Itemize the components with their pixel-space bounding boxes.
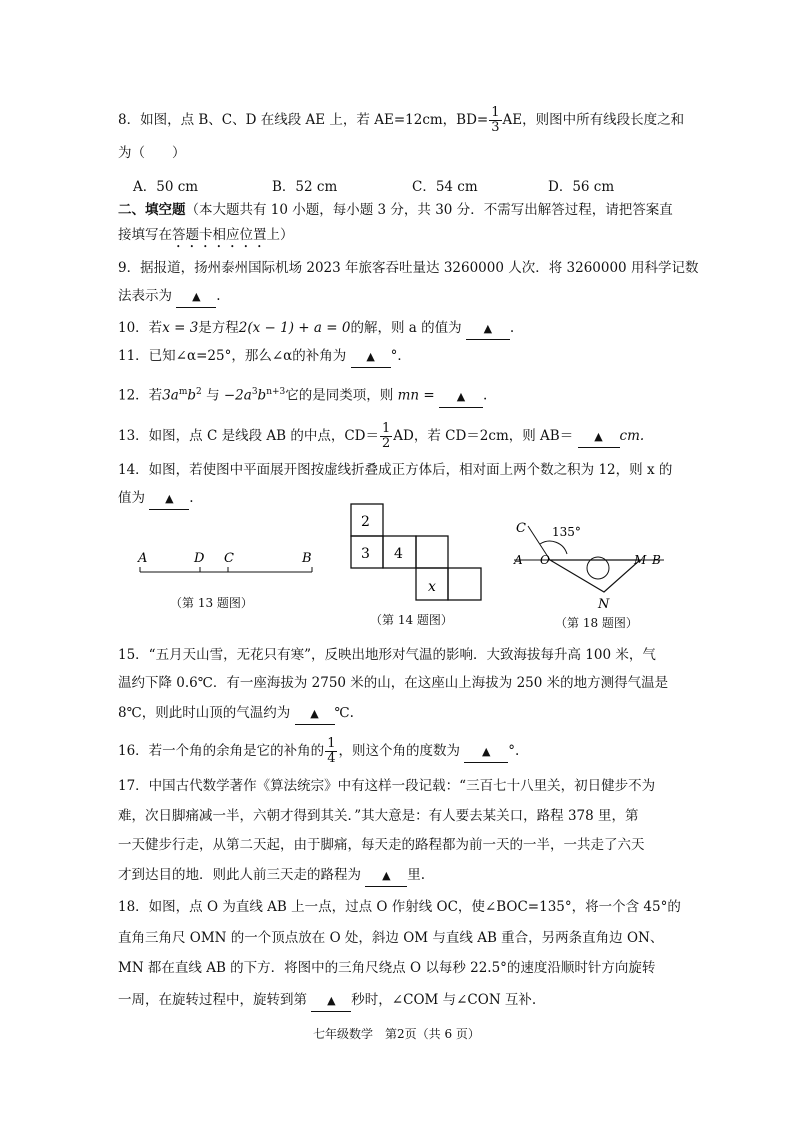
point-b-label: B [302, 551, 312, 566]
q18-answer-blank [311, 990, 351, 1012]
point-a-label: A [138, 551, 148, 566]
q10-text-b: 是方程 [198, 320, 239, 336]
q16-unit: °. [508, 743, 520, 759]
q15-unit: ℃. [334, 705, 354, 721]
blank-triangle-icon: ▲ [483, 322, 493, 335]
q8-text3: 为（ ） [118, 145, 186, 161]
q12-term2-exp: 2 [196, 387, 202, 397]
q10-answer-blank [466, 318, 510, 340]
q16-text-a: 16．若一个角的余角是它的补角的 [118, 743, 325, 759]
q18-text-b: 秒时，∠COM 与∠CON 互补. [351, 992, 537, 1008]
q10-text-c: 的解，则 a 的值为 [350, 320, 462, 336]
q14-line2 [118, 488, 194, 510]
q12-term3-exp: 3 [251, 387, 258, 397]
q18-line3: MN 都在直线 AB 的下方．将图中的三角尺绕点 O 以每秒 22.5°的速度沿顺时针方向旋转 [118, 960, 656, 976]
q12-term4-exp: n+3 [266, 387, 286, 397]
section2-line1 [118, 200, 673, 220]
q10-eq1: x = 3 [162, 320, 199, 336]
q17-line3: 一天健步行走，从第二天起，由于脚痛，每天走的路程都为前一天的一半，一共走了六天 [118, 837, 645, 853]
q14-answer-blank [149, 488, 189, 510]
blank-triangle-icon: ▲ [310, 707, 319, 720]
label-a: A [514, 553, 523, 567]
q8-line1 [118, 106, 684, 135]
blank-triangle-icon: ▲ [327, 994, 336, 1007]
net-label-3: 3 [361, 546, 370, 562]
q12-line [118, 382, 487, 408]
q12-text-a: 12．若 [118, 387, 163, 404]
q12-term2: b [187, 387, 197, 404]
net-label-x: x [428, 579, 436, 595]
page-footer: 七年级数学 第2页（共 6 页） [313, 1027, 480, 1041]
q12-mn: mn [397, 387, 420, 404]
figure-13-caption: （第 13 题图） [170, 596, 253, 610]
q12-text-b: 与 [206, 387, 220, 404]
figure-14-caption: （第 14 题图） [370, 613, 453, 627]
q16-text-b: ，则这个角的度数为 [338, 743, 460, 759]
q8-option-a: A．50 cm [133, 179, 199, 195]
q17-text: 才到达目的地．则此人前三天走的路程为 [118, 867, 361, 883]
q13-line [118, 422, 644, 451]
label-o: O [540, 553, 550, 567]
section2-desc1: （本大题共有 10 小题，每小题 3 分，共 30 分．不需写出解答过程，请把答案直 [185, 202, 673, 218]
q12-equals: = [423, 387, 435, 404]
q15-text: 8℃，则此时山顶的气温约为 [118, 705, 291, 721]
q11-line [118, 346, 411, 368]
q10-line [118, 318, 514, 340]
q15-answer-blank [295, 703, 335, 725]
section2-desc2-post: 上） [266, 227, 294, 243]
net-label-4: 4 [394, 546, 403, 562]
q13-text-b: AD，若 CD＝2cm，则 AB＝ [393, 428, 574, 444]
q9-text: 法表示为 [118, 288, 172, 304]
figure-18 [510, 516, 670, 612]
q15-line1: 15．“五月天山雪，无花只有寒”，反映出地形对气温的影响．大致海拔每升高 100 米，气 [118, 647, 656, 663]
q8-fraction: $\frac{1}{3}$ [491, 105, 500, 135]
q12-period: . [482, 387, 488, 404]
q14-line1: 14．如图，若使图中平面展开图按虚线折叠成正方体后，相对面上两个数之积为 12，则 x 的 [118, 462, 673, 478]
q15-line2: 温约下降 0.6℃．有一座海拔为 2750 米的山，在这座山上海拔为 250 米的地方测得气温是 [118, 675, 669, 691]
q12-term1: 3a [162, 387, 179, 404]
blank-triangle-icon: ▲ [594, 430, 603, 443]
blank-triangle-icon: ▲ [382, 869, 391, 882]
figure-18-caption: （第 18 题图） [555, 616, 638, 630]
q13-unit: cm. [619, 428, 645, 444]
q12-term3: −2a [223, 387, 252, 404]
figure-14 [350, 503, 485, 603]
q8-text1: 8．如图，点 B、C、D 在线段 AE 上，若 AE=12cm，BD= [118, 112, 489, 128]
point-c-label: C [224, 551, 234, 566]
net-cell-blank2 [448, 568, 481, 600]
set-square [550, 560, 640, 592]
q9-answer-blank [176, 286, 216, 308]
label-c: C [516, 521, 526, 536]
q12-term4: b [257, 387, 267, 404]
q17-answer-blank [365, 865, 407, 887]
angle-label: 135° [552, 525, 581, 539]
section2-desc2-pre: 接填写在 [118, 227, 172, 243]
blank-triangle-icon: ▲ [165, 492, 174, 505]
section2-line2 [118, 225, 294, 251]
q13-text-a: 13．如图，点 C 是线段 AB 的中点，CD＝ [118, 428, 379, 444]
net-cell-blank1 [416, 536, 448, 568]
q18-line1: 18．如图，点 O 为直线 AB 上一点，过点 O 作射线 OC，使∠BOC=135°，将一个含 45°的 [118, 899, 681, 915]
q10-eq2: 2(x − 1) + a = 0 [238, 320, 351, 336]
blank-triangle-icon: ▲ [192, 290, 201, 303]
q12-text-c: 它的是同类项，则 [285, 387, 394, 404]
q14-period: . [189, 490, 194, 506]
q12-answer-blank [439, 386, 483, 408]
q17-line2: 难，次日脚痛减一半，六朝才得到其关．”其大意是：有人要去某关口，路程 378 里，第 [118, 808, 639, 824]
q13-fraction: $\frac{1}{2}$ [382, 421, 391, 451]
q8-line2 [118, 143, 186, 163]
q17-line1: 17．中国古代数学著作《算法统宗》中有这样一段记载：“三百七十八里关，初日健步不为 [118, 778, 656, 794]
q8-option-d: D．56 cm [548, 179, 615, 195]
q17-unit: 里. [407, 867, 426, 883]
label-b: B [652, 553, 661, 567]
q8-text2: AE，则图中所有线段长度之和 [502, 112, 685, 128]
q11-answer-blank [351, 346, 391, 368]
q8-option-b: B．52 cm [272, 179, 338, 195]
q10-period: . [509, 320, 515, 336]
q12-term1-exp: m [178, 387, 188, 397]
net-label-2: 2 [361, 514, 370, 530]
section2-title: 二、填空题 [118, 202, 186, 218]
q11-suffix: °． [390, 348, 411, 364]
q15-line3 [118, 703, 354, 725]
q18-line2: 直角三角尺 OMN 的一个顶点放在 O 处，斜边 OM 与直线 AB 重合，另两条直角边 ON、 [118, 930, 664, 946]
q13-answer-blank [578, 426, 620, 448]
figure-13 [130, 548, 330, 584]
q16-line [118, 737, 519, 766]
point-d-label: D [194, 551, 205, 566]
blank-triangle-icon: ▲ [456, 389, 466, 403]
section2-desc2-emph: 答题卡相应位置 [172, 227, 267, 243]
blank-triangle-icon: ▲ [366, 350, 375, 363]
q11-text: 11．已知∠α=25°，那么∠α的补角为 [118, 348, 347, 364]
q10-text-a: 10．若 [118, 320, 163, 336]
blank-triangle-icon: ▲ [482, 745, 491, 758]
q8-option-c: C．54 cm [412, 179, 478, 195]
q16-answer-blank [464, 741, 508, 763]
q9-period: . [216, 288, 221, 304]
label-n: N [598, 597, 610, 612]
q17-line4 [118, 865, 425, 887]
q18-text-a: 一周，在旋转过程中，旋转到第 [118, 992, 307, 1008]
q18-line4 [118, 990, 536, 1012]
q14-text: 值为 [118, 490, 145, 506]
q9-line1: 9．据报道，扬州泰州国际机场 2023 年旅客吞吐量达 3260000 人次．将 3260000 用科学记数 [118, 260, 699, 276]
q9-line2 [118, 286, 221, 308]
label-m: M [634, 553, 647, 567]
q16-fraction: $\frac{1}{4}$ [327, 736, 336, 766]
